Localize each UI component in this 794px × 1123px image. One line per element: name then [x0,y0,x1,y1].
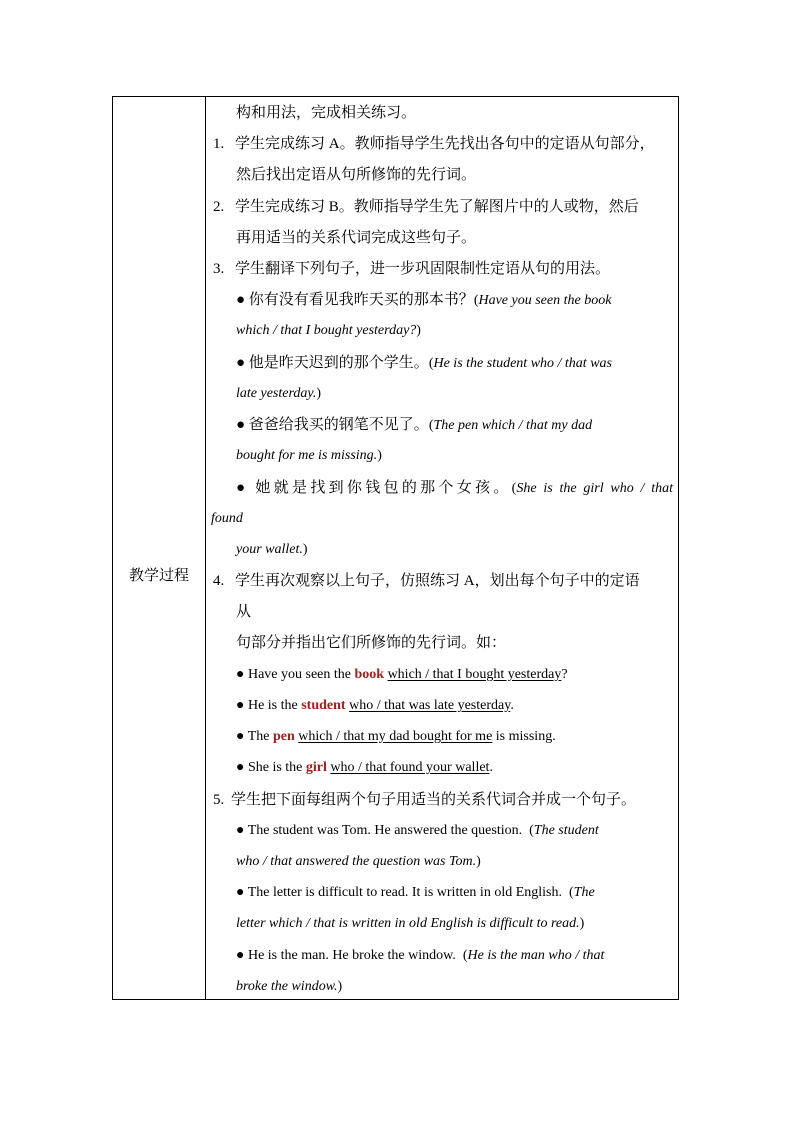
translation-4-wrap: found [211,511,243,526]
lesson-table [112,96,679,1000]
example-2: ● He is the student who / that was late yesterday. [236,698,514,713]
step-2-cont: 再用适当的关系代词完成这些句子。 [236,230,477,246]
step-4: 4. 学生再次观察以上句子，仿照练习 A，划出每个句子中的定语 [213,573,640,589]
label-column [113,97,206,999]
step-1: 1. 学生完成练习 A。教师指导学生先找出各句中的定语从句部分， [213,136,655,152]
example-1: ● Have you seen the book which / that I bought yesterday? [236,667,568,682]
section-label: 教学过程 [128,568,189,584]
relative-clause: which / that my dad bought for me [298,729,493,744]
translation-3-cont: bought for me is missing.) [236,448,382,463]
combine-1: ● The student was Tom. He answered the question. (The student [236,823,599,838]
relative-clause: which / that I bought yesterday [387,667,562,682]
step-4-cont: 句部分并指出它们所修饰的先行词。如： [236,635,507,651]
step-1-cont: 然后找出定语从句所修饰的先行词。 [236,167,477,183]
translation-2: ● 他是昨天迟到的那个学生。(He is the student who / that was [236,355,612,371]
translation-2-cont: late yesterday.) [236,386,322,401]
combine-2: ● The letter is difficult to read. It is written in old English. (The [236,885,595,900]
translation-1-cont: which / that I bought yesterday?) [236,323,421,338]
antecedent: book [354,667,385,682]
translation-3: ● 爸爸给我买的钢笔不见了。(The pen which / that my dad [236,417,593,433]
relative-clause: who / that found your wallet [330,760,490,775]
example-4: ● She is the girl who / that found your wallet. [236,760,493,775]
antecedent: student [301,698,346,713]
step-2: 2. 学生完成练习 B。教师指导学生先了解图片中的人或物，然后 [213,199,639,215]
combine-3-cont: broke the window.) [236,979,343,994]
content-column [206,97,678,999]
step-5: 5. 学生把下面每组两个句子用适当的关系代词合并成一个句子。 [213,792,637,808]
antecedent: pen [272,729,295,744]
combine-3: ● He is the man. He broke the window. (He is the man who / that [236,948,605,963]
translation-4-cont: your wallet.) [236,542,308,557]
step-4-wrap: 从 [236,604,252,620]
translation-1: ● 你有没有看见我昨天买的那本书？(Have you seen the book [236,292,612,308]
relative-clause: who / that was late yesterday [349,698,511,713]
antecedent: girl [305,760,327,775]
example-3: ● The pen which / that my dad bought for me is missing. [236,729,556,744]
step-3: 3. 学生翻译下列句子，进一步巩固限制性定语从句的用法。 [213,261,611,277]
intro-text: 构和用法，完成相关练习。 [236,105,417,121]
combine-1-cont: who / that answered the question was Tom.) [236,854,481,869]
combine-2-cont: letter which / that is written in old English is difficult to read.) [236,916,585,931]
translation-4: ● 她就是找到你钱包的那个女孩。(She is the girl who / that [236,480,674,496]
